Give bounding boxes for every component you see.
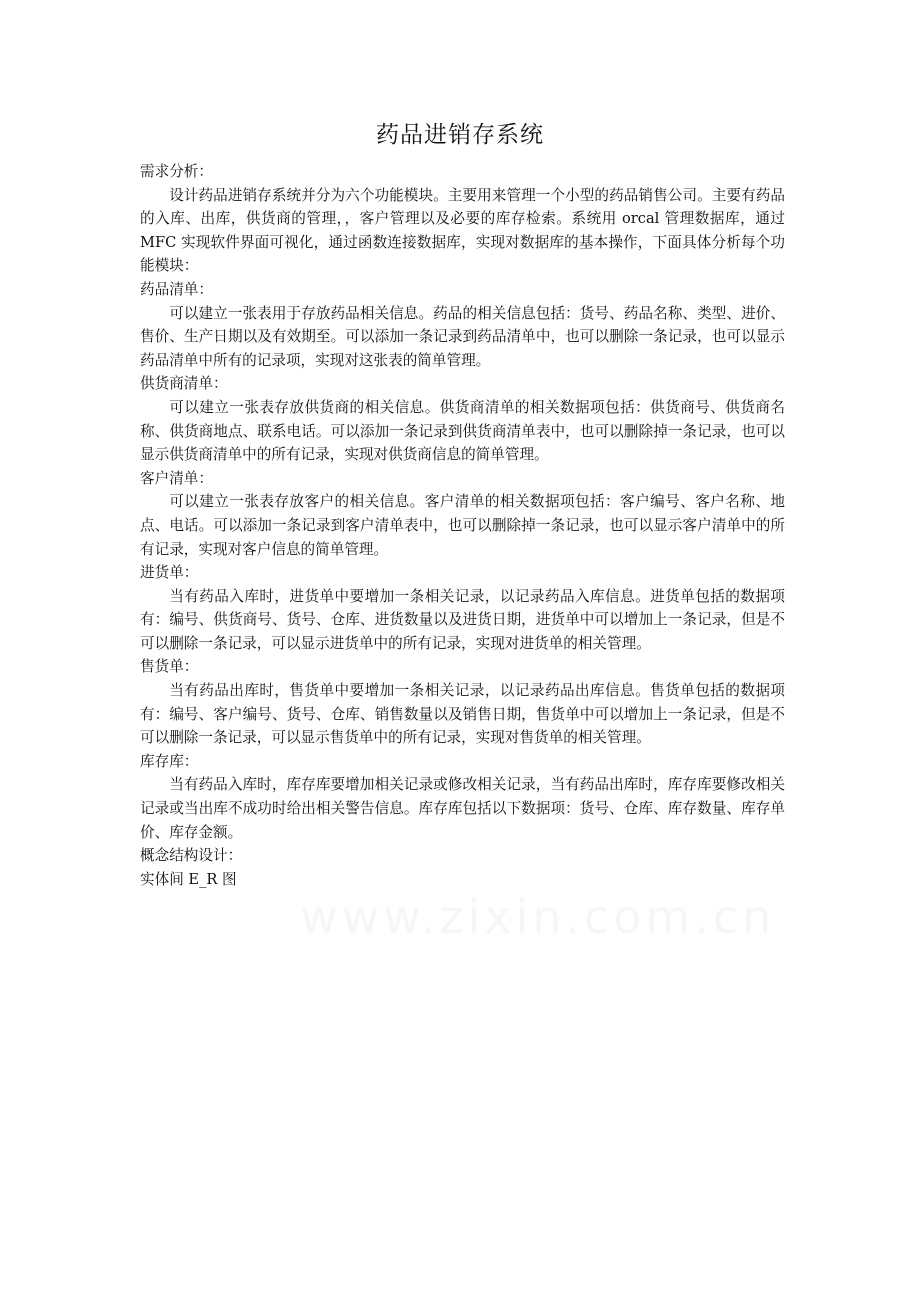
section-heading-conceptual-design: 概念结构设计： xyxy=(140,847,243,865)
section-heading-requirements: 需求分析： xyxy=(140,163,213,180)
section-paragraph-sales-order: 当有药品出库时，售货单中要增加一条相关记录，以记录药品出库信息。售货单包括的数据项有：编号、客户编号、货号、仓库、销售数量以及销售日期，售货单中可以增加上一条记录，但是不可以删除一条记录，可以显示售货单中的所有记录，实现对售货单的相关管理。 xyxy=(140,682,785,747)
section-heading-drug-list: 药品清单： xyxy=(140,280,213,298)
document-title: 药品进销存系统 xyxy=(376,122,544,148)
watermark xyxy=(300,890,640,944)
section-paragraph-drug-list: 可以建立一张表用于存放药品相关信息。药品的相关信息包括：货号、药品名称、类型、进价、售价、生产日期以及有效期至。可以添加一条记录到药品清单中，也可以删除一条记录，也可以显示药品清单中所有的记录项，实现对这张表的简单管理。 xyxy=(140,304,785,369)
document-body xyxy=(140,160,785,891)
section-heading-inventory: 库存库： xyxy=(140,752,199,770)
section-paragraph-customer-list: 可以建立一张表存放客户的相关信息。客户清单的相关数据项包括：客户编号、客户名称、地点、电话。可以添加一条记录到客户清单表中，也可以删除掉一条记录，也可以显示客户清单中的所有记录，实现对客户信息的简单管理。 xyxy=(140,493,785,558)
section-heading-supplier-list: 供货商清单： xyxy=(140,375,228,393)
section-heading-er-diagram: 实体间 E_R 图 xyxy=(140,870,237,888)
section-heading-sales-order: 售货单： xyxy=(140,658,199,676)
section-heading-purchase-order: 进货单： xyxy=(140,564,199,582)
section-heading-customer-list: 客户清单： xyxy=(140,469,213,487)
section-paragraph-requirements: 设计药品进销存系统并分为六个功能模块。主要用来管理一个小型的药品销售公司。主要有药品的入库、出库，供货商的管理，，客户管理以及必要的库存检索。系统用 orcal 管理数据库，通过 MFC 实现软件界面可视化，通过函数连接数据库，实现对数据库的基本操作，下面具体分析每个功能模块： xyxy=(140,186,785,275)
section-paragraph-inventory: 当有药品入库时，库存库要增加相关记录或修改相关记录，当有药品出库时，库存库要修改相关记录或当出库不成功时给出相关警告信息。库存库包括以下数据项：货号、仓库、库存数量、库存单价、库存金额。 xyxy=(140,776,785,841)
section-paragraph-supplier-list: 可以建立一张表存放供货商的相关信息。供货商清单的相关数据项包括：供货商号、供货商名称、供货商地点、联系电话。可以添加一条记录到供货商清单表中，也可以删除掉一条记录，也可以显示供货商清单中的所有记录，实现对供货商信息的简单管理。 xyxy=(140,398,785,464)
section-paragraph-purchase-order: 当有药品入库时，进货单中要增加一条相关记录，以记录药品入库信息。进货单包括的数据项有：编号、供货商号、货号、仓库、进货数量以及进货日期，进货单中可以增加上一条记录，但是不可以删除一条记录，可以显示进货单中的所有记录，实现对进货单的相关管理。 xyxy=(140,587,785,652)
